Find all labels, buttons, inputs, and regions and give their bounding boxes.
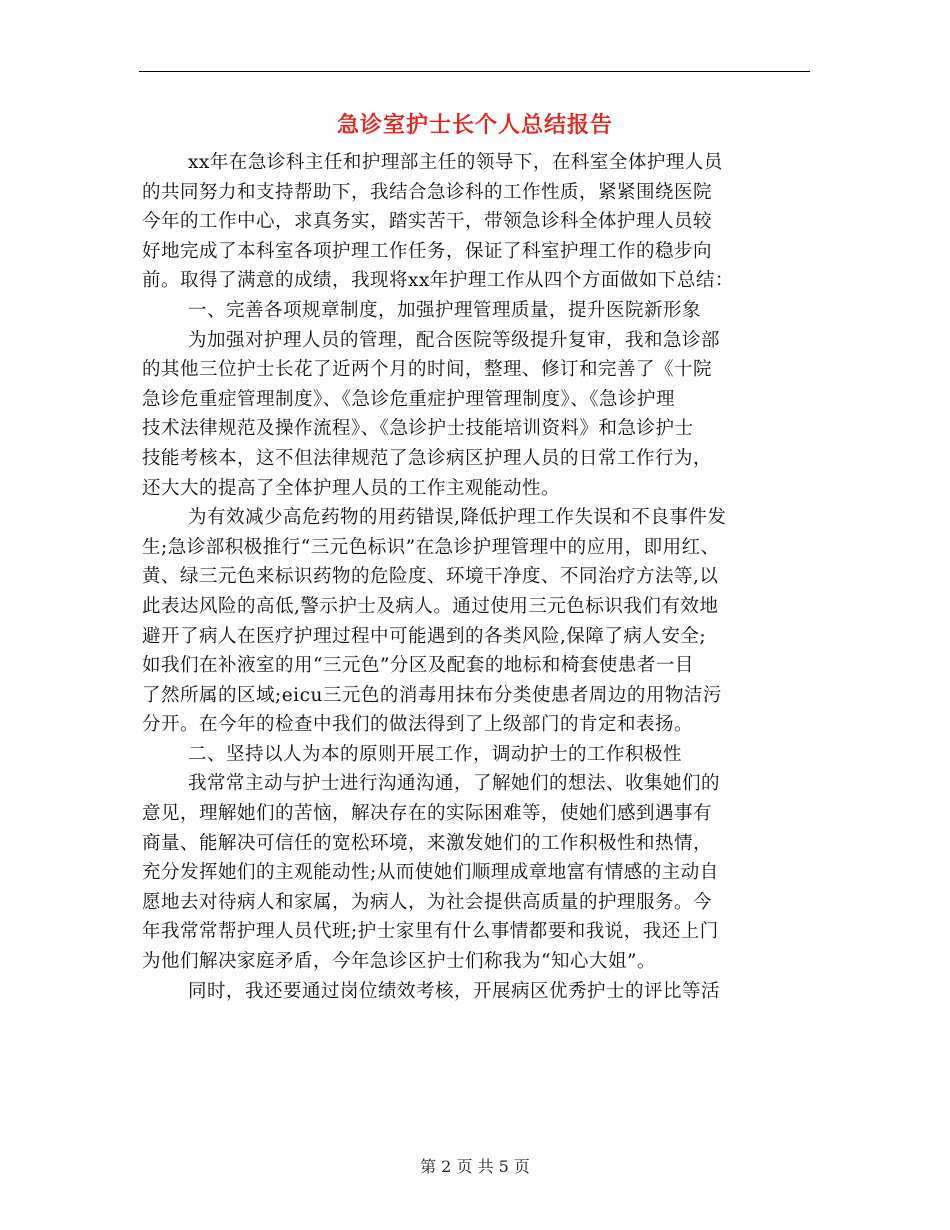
paragraph-line: 急诊危重症管理制度》、《急诊危重症护理管理制度》、《急诊护理 [142,388,676,410]
paragraph-line: 技能考核本，这不但法律规范了急诊病区护理人员的日常工作行为， [142,447,713,469]
paragraph-line: 生;急诊部积极推行“三元色标识”在急诊护理管理中的应用，即用红、 [142,536,720,558]
paragraph-line: 避开了病人在医疗护理过程中可能遇到的各类风险,保障了病人安全; [142,625,707,647]
paragraph-line: 同时，我还要通过岗位绩效考核，开展病区优秀护士的评比等活 [188,980,721,1002]
paragraph-line: xx年在急诊科主任和护理部主任的领导下，在科室全体护理人员 [188,152,723,173]
paragraph-line: 了然所属的区域;eicu三元色的消毒用抹布分类使患者周边的用物洁污 [142,684,722,706]
paragraph-line: 如我们在补液室的用“三元色”分区及配套的地标和椅套使患者一目 [142,655,694,677]
header-rule [139,71,810,72]
paragraph-line: 意见，理解她们的苦恼，解决存在的实际困难等，使她们感到遇事有 [142,803,713,825]
paragraph-line: 为有效减少高危药物的用药错误,降低护理工作失误和不良事件发 [188,507,727,529]
paragraph-line: 分开。在今年的检查中我们的做法得到了上级部门的肯定和表扬。 [142,714,694,736]
section-heading: 一、完善各项规章制度，加强护理管理质量，提升医院新形象 [188,299,702,321]
paragraph-line: 今年的工作中心，求真务实，踏实苦干，带领急诊科全体护理人员较 [142,211,713,233]
paragraph-line: 此表达风险的高低,警示护士及病人。通过使用三元色标识我们有效地 [142,595,719,617]
paragraph-line: 商量、能解决可信任的宽松环境，来激发她们的工作积极性和热情， [142,832,713,854]
paragraph-line: 还大大的提高了全体护理人员的工作主观能动性。 [142,477,561,499]
paragraph-line: 为他们解决家庭矛盾，今年急诊区护士们称我为“知心大姐”。 [142,951,656,973]
page-number-footer: 第 2 页 共 5 页 [420,1157,530,1176]
paragraph-line: 为加强对护理人员的管理，配合医院等级提升复审，我和急诊部 [188,329,721,351]
paragraph-line: 充分发挥她们的主观能动性;从而使她们顺理成章地富有情感的主动自 [142,862,719,884]
document-title: 急诊室护士长个人总结报告 [336,113,613,138]
paragraph-line: 好地完成了本科室各项护理工作任务，保证了科室护理工作的稳步向 [142,240,713,262]
document-body [142,148,810,1006]
paragraph-line: 的其他三位护士长花了近两个月的时间，整理、修订和完善了《十院 [142,359,713,381]
paragraph-line: 技术法律规范及操作流程》、《急诊护士技能培训资料》和急诊护士 [142,418,694,440]
section-heading: 二、坚持以人为本的原则开展工作，调动护士的工作积极性 [188,743,683,765]
paragraph-line: 的共同努力和支持帮助下，我结合急诊科的工作性质，紧紧围绕医院 [142,181,713,203]
paragraph-line: 黄、绿三元色来标识药物的危险度、环境干净度、不同治疗方法等,以 [142,566,719,588]
paragraph-line: 愿地去对待病人和家属，为病人，为社会提供高质量的护理服务。今 [142,891,713,913]
paragraph-line: 前。取得了满意的成绩，我现将xx年护理工作从四个方面做如下总结： [142,270,734,292]
paragraph-line: 我常常主动与护士进行沟通沟通，了解她们的想法、收集她们的 [188,773,721,795]
paragraph-line: 年我常常帮护理人员代班;护士家里有什么事情都要和我说，我还上门 [142,921,719,943]
